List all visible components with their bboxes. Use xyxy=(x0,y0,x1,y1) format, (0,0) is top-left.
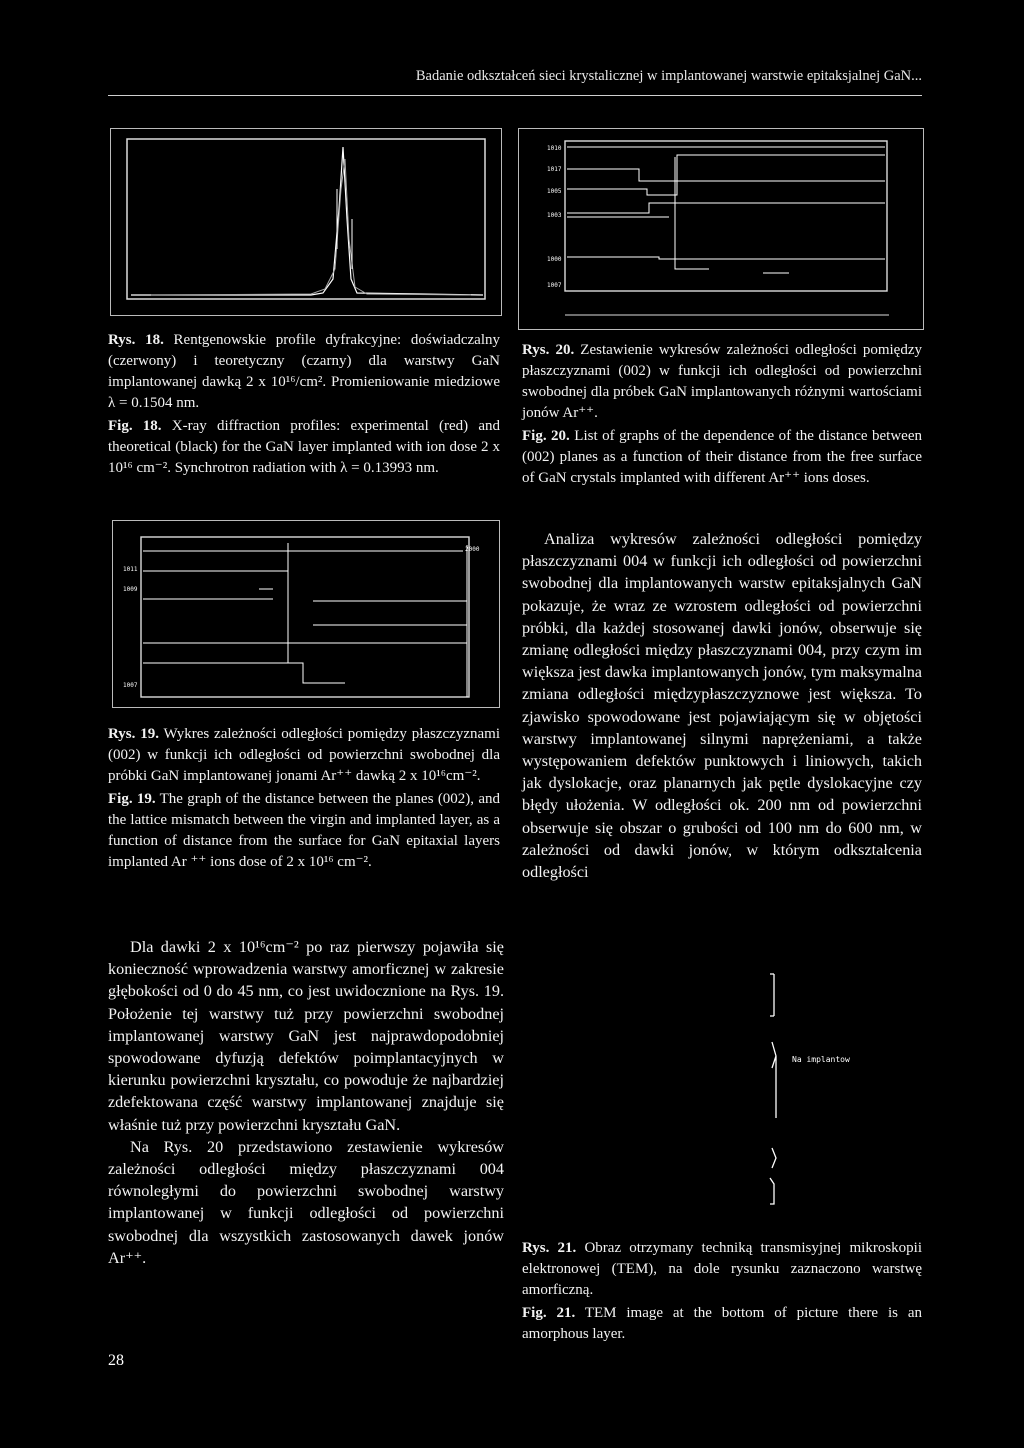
page-number: 28 xyxy=(108,1352,124,1369)
right-column-paragraph: Analiza wykresów zależności odległości pomiędzy płaszczyznami 004 w funkcji ich odległości od powierzchni swobodnej dla implantowanych warstw epitaksjalnych GaN pokazuje, że wraz ze wzrostem odległości od powierzchni próbki, dla każdej stosowanej dawki jonów, obserwuje się zmianę odległości między płaszczyznami 004, przy czym im większa jest dawka implantowanych jonów, tym maksymalna zmiana odległości międzypłaszczyznowe jest większa. To zjawisko spowodowane jest pojawiającym się w objętości warstwy implantowanej silnymi naprężeniami, a także występowaniem defektów punktowych i liniowych, takich jak dyslokacje, oraz planarnych jak pętle dyslokacyjne czy błędy ułożenia. W odległości ok. 200 nm od powierzchni obserwuje się obszar o grubości od 100 nm do 600 nm, w zależności od dawki jonów, w którym odkształcenia odległości xyxy=(522,530,922,882)
fig20-curve-6 xyxy=(567,257,885,259)
fig20-curve-7 xyxy=(675,157,709,269)
fig20-caption-en: List of graphs of the dependence of the distance between (002) planes as a function of their distance from the free surface of GaN crystals implanted with different Ar⁺⁺ ions doses. xyxy=(522,428,922,486)
fig18-image xyxy=(110,128,502,316)
fig21-caption-en: TEM image at the bottom of picture there is an amorphous layer. xyxy=(522,1305,922,1342)
fig21-mark-middle xyxy=(772,1042,776,1168)
fig21-image xyxy=(522,968,922,1224)
fig20-curve-2 xyxy=(567,169,885,181)
fig21-mark-top xyxy=(770,974,774,1016)
fig20-axes xyxy=(565,141,887,291)
fig21-caption xyxy=(522,1238,922,1345)
right-column-text xyxy=(522,528,922,883)
fig19-label-top: 1011 xyxy=(123,566,138,573)
fig20-label-5: 1000 xyxy=(547,256,562,263)
fig18-caption xyxy=(108,330,500,479)
fig20-plot xyxy=(519,129,923,329)
fig18-caption-pl: Rentgenowskie profile dyfrakcyjne: doświadczalny (czerwony) i teoretyczny (czarny) dla warstwy GaN implantowanej dawką 2 x 10¹⁶/cm². Promieniowanie miedziowe λ = 0.1504 nm. xyxy=(108,332,500,411)
left-paragraph-1: Dla dawki 2 x 10¹⁶cm⁻² po raz pierwszy pojawiła się konieczność wprowadzenia warstwy amorficznej w zakresie głębokości od 0 do 45 nm, co jest uwidocznione na Rys. 19. Położenie tej warstwy tuż przy powierzchni swobodnej implantowanej warstwy GaN jest najprawdopodobniej spowodowane dyfuzją defektów poimplantacyjnych w kierunku powierzchni kryształu, co powoduje że najbardziej zdefektowana część warstwy implantowanej znajduje się właśnie tuż przy powierzchni kryształu GaN. xyxy=(108,938,504,1134)
header-rule xyxy=(108,95,922,96)
fig18-profile-exp xyxy=(151,159,471,295)
left-paragraph-2: Na Rys. 20 przedstawiono zestawienie wykresów zależności odległości między płaszczyznami 004 równoległymi do powierzchni swobodnej warstwy implantowanej w funkcji odległości od powierzchni swobodnej dla wszystkich zastosowanych dawek jonów Ar⁺⁺. xyxy=(108,1137,504,1267)
fig18-axes xyxy=(127,139,485,299)
fig19-caption-en: The graph of the distance between the planes (002), and the lattice mismatch between the virgin and implanted layer, as a function of distance from the surface for GaN epitaxial layers implanted Ar ⁺⁺ ions dose of 2 x 10¹⁶ cm⁻². xyxy=(108,791,500,870)
fig20-caption xyxy=(522,340,922,489)
fig19-curve-6 xyxy=(143,663,345,683)
fig20-caption-en-label: Fig. 20. xyxy=(522,428,570,444)
fig20-curves xyxy=(567,147,885,273)
fig18-profile-theory xyxy=(131,147,483,295)
running-title: Badanie odkształceń sieci krystalicznej w implantowanej warstwie epitaksjalnej GaN... xyxy=(415,68,922,84)
fig18-plot xyxy=(111,129,501,315)
fig21-caption-en-label: Fig. 21. xyxy=(522,1305,576,1321)
fig19-plot xyxy=(113,521,499,707)
fig19-caption-pl: Wykres zależności odległości pomiędzy płaszczyznami (002) w funkcji ich odległości od powierzchni swobodnej dla próbki GaN implantowanej jonami Ar⁺⁺ dawką 2 x 10¹⁶cm⁻². xyxy=(108,726,500,784)
left-column-text xyxy=(108,936,504,1269)
fig20-image xyxy=(518,128,924,330)
fig21-tem xyxy=(522,968,922,1224)
fig18-caption-en-label: Fig. 18. xyxy=(108,418,162,434)
fig20-curve-4 xyxy=(567,203,885,213)
fig21-caption-pl-label: Rys. 21. xyxy=(522,1240,577,1256)
fig20-label-3: 1005 xyxy=(547,188,562,195)
fig21-layer-marks xyxy=(770,974,776,1204)
fig19-image xyxy=(112,520,500,708)
fig20-caption-pl: Zestawienie wykresów zależności odległości pomiędzy płaszczyznami (002) w funkcji ich odległości od powierzchni swobodnej dla próbek GaN implantowanych różnymi wartościami jonów Ar⁺⁺. xyxy=(522,342,922,421)
fig20-curve-3 xyxy=(567,155,885,195)
fig18-caption-pl-label: Rys. 18. xyxy=(108,332,164,348)
fig19-caption-en-label: Fig. 19. xyxy=(108,791,156,807)
fig21-image-label: Na implantow xyxy=(792,1055,850,1064)
fig20-caption-pl-label: Rys. 20. xyxy=(522,342,575,358)
fig18-caption-en: X-ray diffraction profiles: experimental (red) and theoretical (black) for the GaN layer implanted with ion dose 2 x 10¹⁶ cm⁻². Synchrotron radiation with λ = 0.13993 nm. xyxy=(108,418,500,476)
fig19-label-bottom: 1007 xyxy=(123,682,138,689)
fig19-legend-tag: 2000 xyxy=(465,546,480,553)
fig20-label-4: 1003 xyxy=(547,212,562,219)
fig19-label-mid: 1009 xyxy=(123,586,138,593)
fig19-curves xyxy=(143,543,467,697)
fig20-label-2: 1017 xyxy=(547,166,562,173)
fig20-label-6: 1007 xyxy=(547,282,562,289)
fig19-caption xyxy=(108,724,500,873)
fig21-mark-bottom xyxy=(770,1178,774,1204)
fig19-axes xyxy=(141,537,469,697)
fig21-caption-pl: Obraz otrzymany techniką transmisyjnej mikroskopii elektronowej (TEM), na dole rysunku zaznaczono warstwę amorficzną. xyxy=(522,1240,922,1298)
fig20-label-1: 1010 xyxy=(547,145,562,152)
fig19-caption-pl-label: Rys. 19. xyxy=(108,726,159,742)
